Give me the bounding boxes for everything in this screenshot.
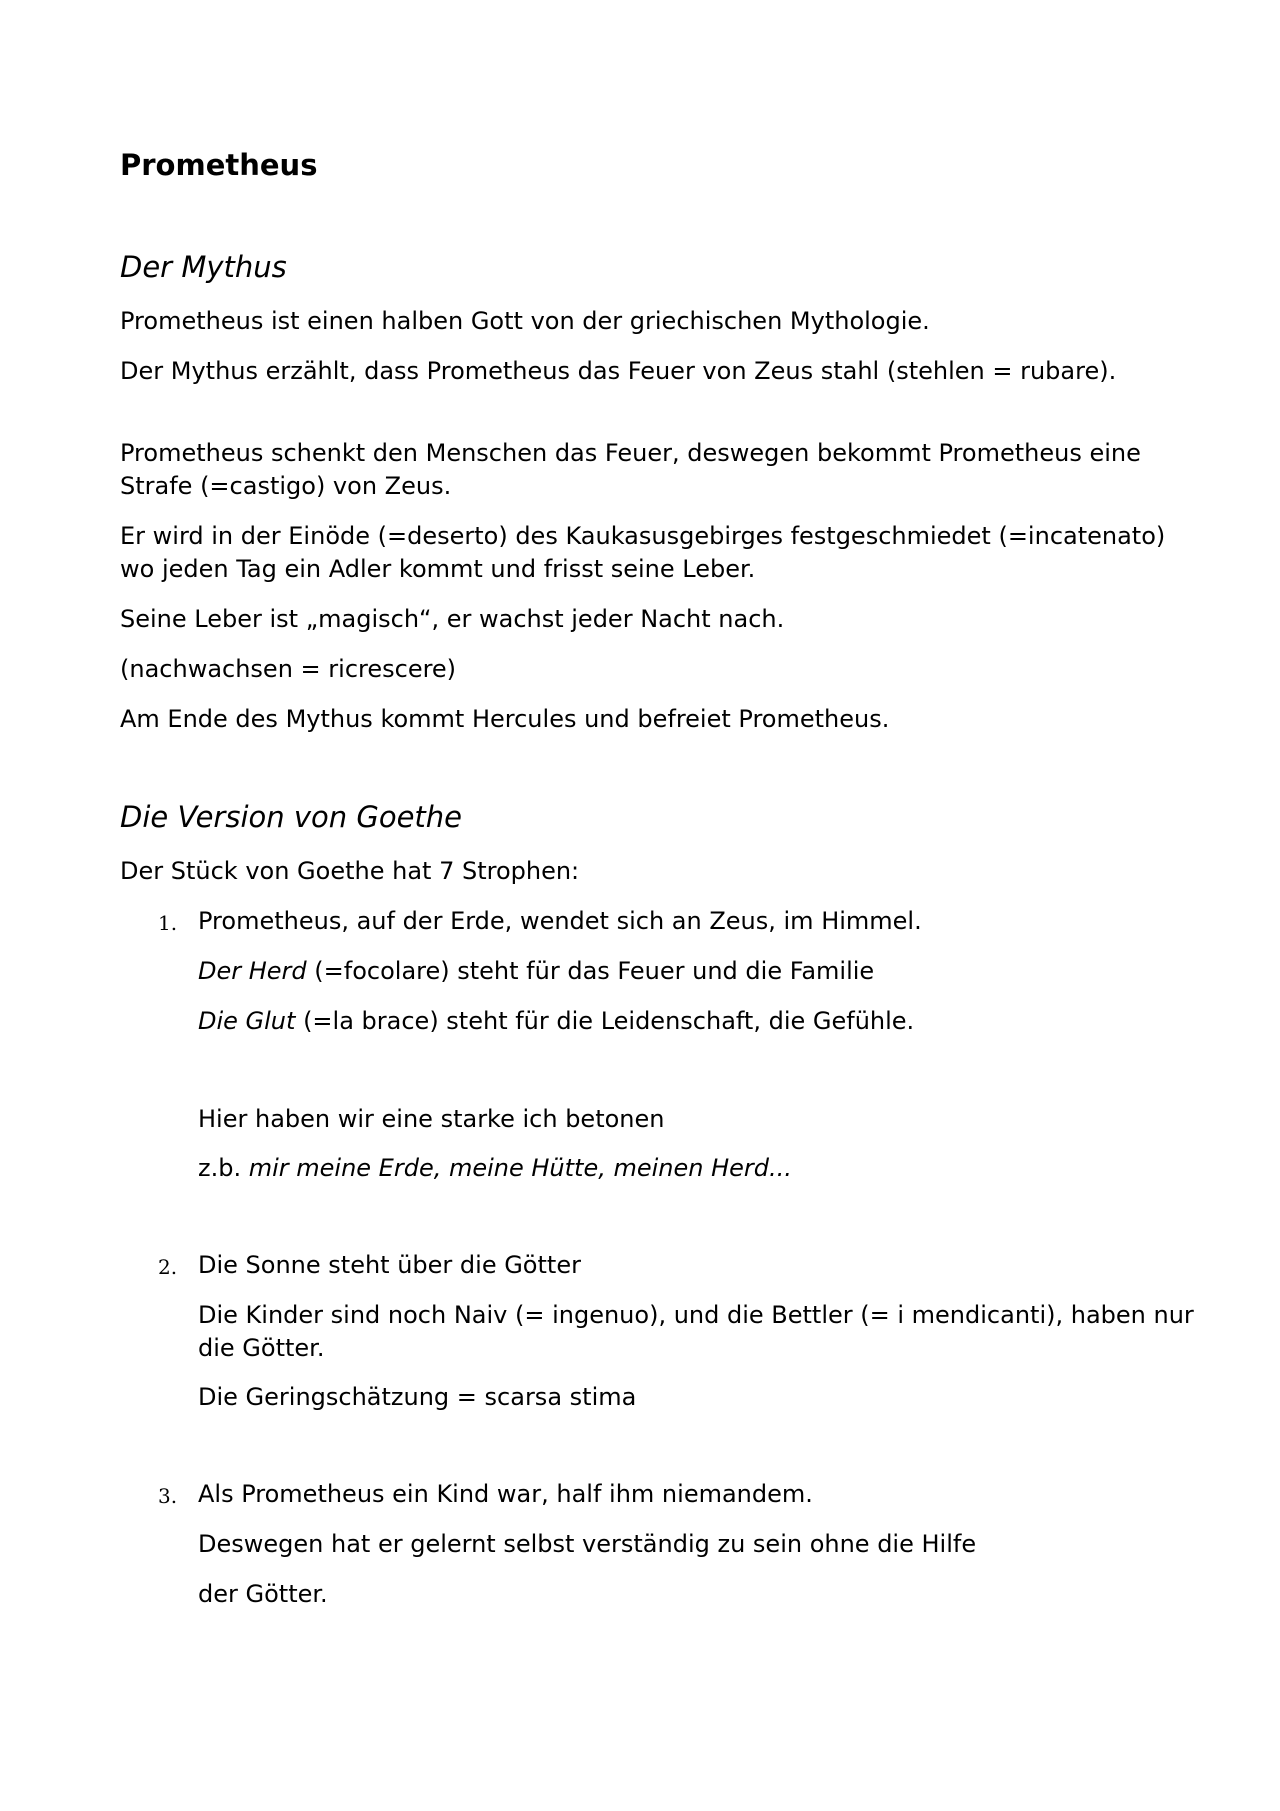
list-number: 3.	[158, 1484, 178, 1508]
list-item-line: Hier haben wir eine starke ich betonen	[198, 1105, 665, 1133]
list-item-line: Die Sonne steht über die Götter	[198, 1251, 581, 1279]
list-item-line: Die Kinder sind noch Naiv (= ingenuo), und die Bettler (= i mendicanti), haben nur die Götter.	[198, 1301, 1194, 1362]
example-text: mir meine Erde, meine Hütte, meinen Herd...	[248, 1154, 792, 1182]
list-number: 1.	[158, 911, 178, 935]
list-item-line: der Götter.	[198, 1580, 328, 1608]
section-heading-goethe: Die Version von Goethe	[120, 800, 463, 834]
paragraph: Prometheus schenkt den Menschen das Feuer, deswegen bekommt Prometheus eine Strafe (=castigo) von Zeus.	[120, 439, 1141, 500]
section-heading-mythus: Der Mythus	[120, 250, 287, 284]
definition: (=focolare) steht für das Feuer und die Familie	[306, 957, 875, 985]
paragraph: (nachwachsen = ricrescere)	[120, 655, 457, 683]
paragraph: Der Stück von Goethe hat 7 Strophen:	[120, 857, 580, 885]
list-item-line	[198, 1005, 1198, 1038]
paragraph: Er wird in der Einöde (=deserto) des Kaukasusgebirges festgeschmiedet (=incatenato) wo jeden Tag ein Adler kommt und frisst seine Leber.	[120, 522, 1166, 583]
paragraph: Der Mythus erzählt, dass Prometheus das Feuer von Zeus stahl (stehlen = rubare).	[120, 357, 1117, 385]
example-prefix: z.b.	[198, 1154, 249, 1182]
document-title: Prometheus	[120, 148, 318, 182]
definition: (=la brace) steht für die Leidenschaft, die Gefühle.	[295, 1007, 915, 1035]
list-item-line	[198, 1152, 1198, 1185]
term: Der Herd	[198, 957, 307, 985]
term: Die Glut	[198, 1007, 296, 1035]
list-number: 2.	[158, 1255, 178, 1279]
list-item-line: Prometheus, auf der Erde, wendet sich an Zeus, im Himmel.	[198, 907, 922, 935]
list-item-line: Deswegen hat er gelernt selbst verständig zu sein ohne die Hilfe	[198, 1530, 977, 1558]
list-item-line: Die Geringschätzung = scarsa stima	[198, 1383, 637, 1411]
paragraph: Am Ende des Mythus kommt Hercules und befreiet Prometheus.	[120, 705, 890, 733]
list-item-line	[198, 955, 1198, 988]
paragraph: Prometheus ist einen halben Gott von der griechischen Mythologie.	[120, 307, 930, 335]
list-item-line: Als Prometheus ein Kind war, half ihm niemandem.	[198, 1480, 813, 1508]
paragraph: Seine Leber ist „magisch“, er wachst jeder Nacht nach.	[120, 605, 785, 633]
